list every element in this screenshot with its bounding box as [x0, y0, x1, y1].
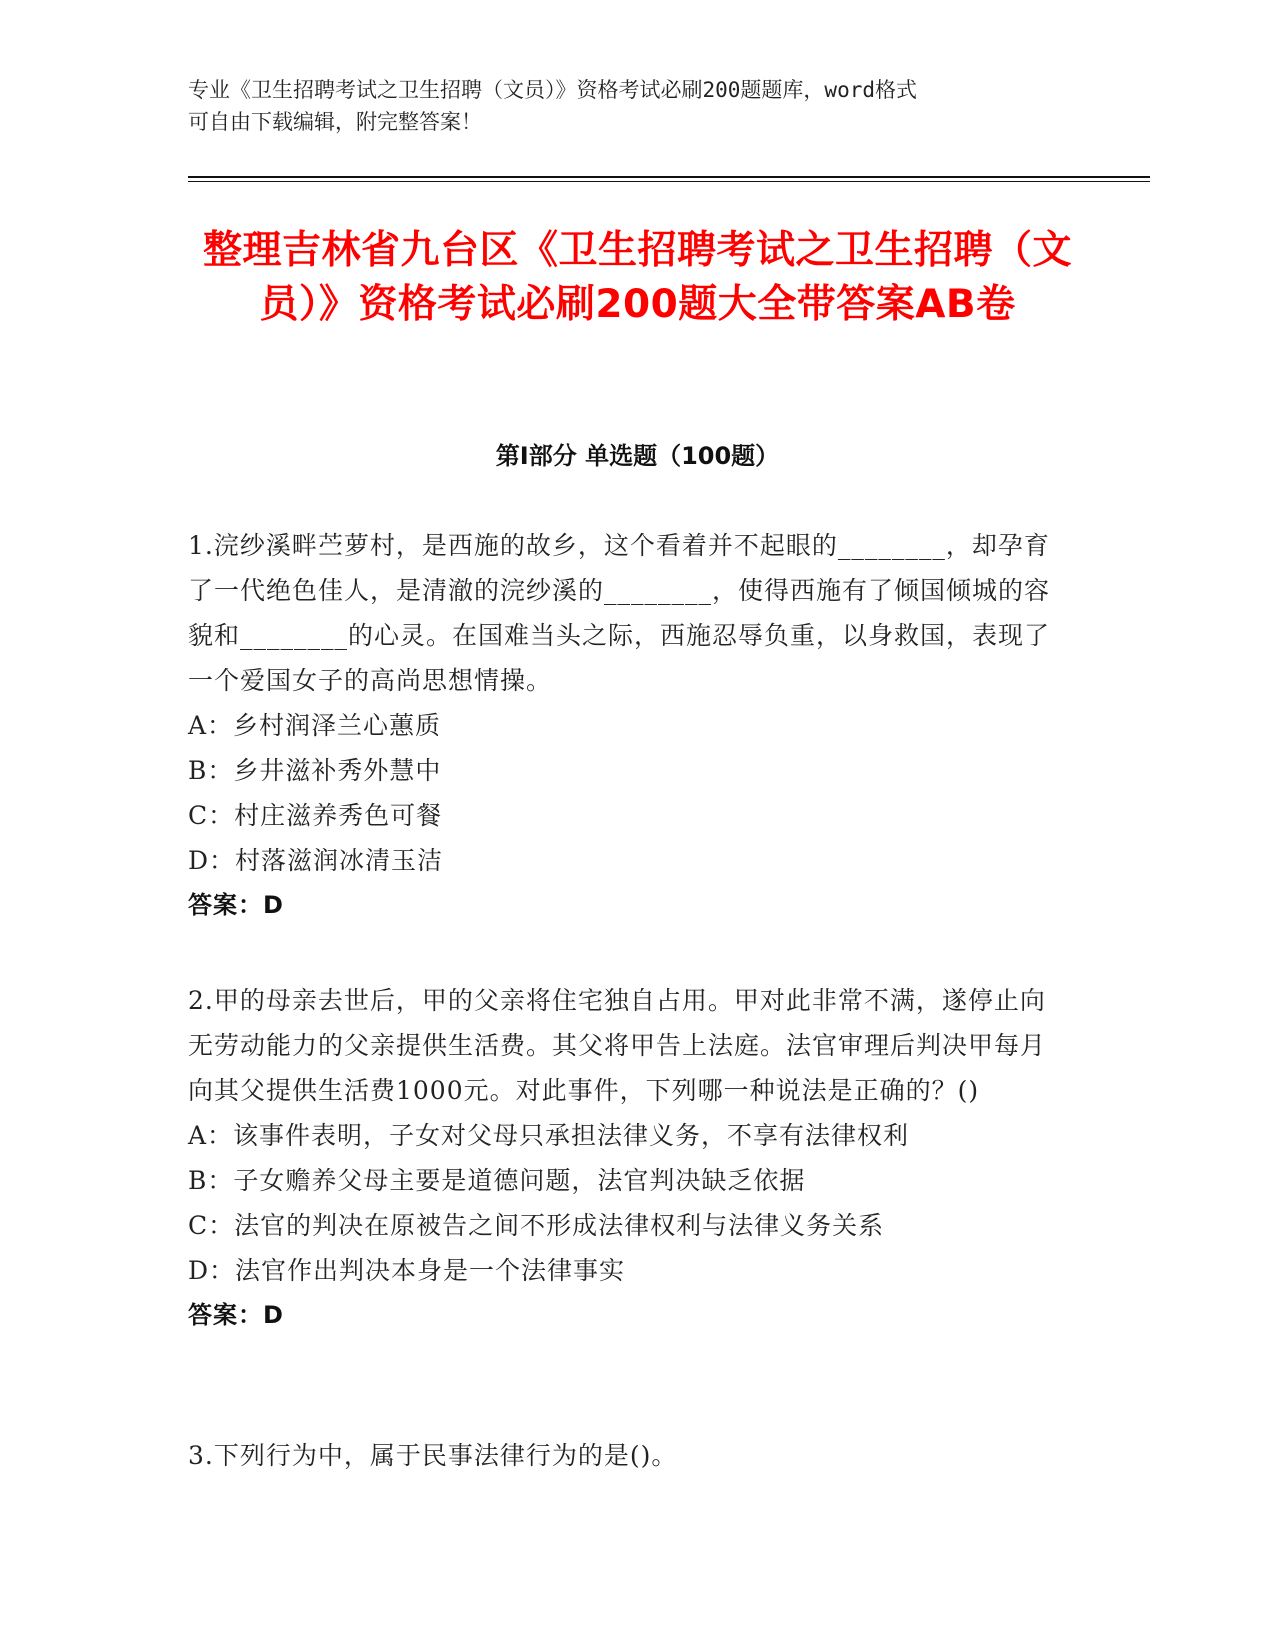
question-1	[188, 523, 1068, 928]
header-divider-thick	[188, 176, 1150, 178]
document-title: 整理吉林省九台区《卫生招聘考试之卫生招聘（文员）》资格考试必刷200题大全带答案AB卷	[202, 228, 1072, 327]
option-d: D：法官作出判决本身是一个法律事实	[188, 1256, 626, 1285]
question-2	[188, 978, 1068, 1338]
question-stem: 3.下列行为中，属于民事法律行为的是()。	[188, 1441, 678, 1470]
option-b: B：子女赡养父母主要是道德问题，法官判决缺乏依据	[188, 1166, 806, 1195]
option-b: B：乡井滋补秀外慧中	[188, 756, 442, 785]
answer-label: 答案：D	[188, 1301, 284, 1329]
header-note: 专业《卫生招聘考试之卫生招聘（文员）》资格考试必刷200题题库，word格式 可自由下载编辑，附完整答案！	[188, 78, 917, 134]
option-d: D：村落滋润冰清玉洁	[188, 846, 444, 875]
option-c: C：法官的判决在原被告之间不形成法律权利与法律义务关系	[188, 1211, 885, 1240]
question-3	[188, 1433, 1068, 1478]
answer-label: 答案：D	[188, 891, 284, 919]
option-a: A：该事件表明，子女对父母只承担法律义务，不享有法律权利	[188, 1121, 910, 1150]
option-c: C：村庄滋养秀色可餐	[188, 801, 443, 830]
question-stem: 2.甲的母亲去世后，甲的父亲将住宅独自占用。甲对此非常不满，遂停止向无劳动能力的父亲提供生活费。其父将甲告上法庭。法官审理后判决甲每月向其父提供生活费1000元。对此事件，下列哪一种说法是正确的？()	[188, 986, 1047, 1105]
option-a: A：乡村润泽兰心蕙质	[188, 711, 442, 740]
section-title: 第I部分 单选题（100题）	[495, 442, 780, 470]
header-divider-thin	[188, 181, 1150, 182]
question-stem: 1.浣纱溪畔苎萝村，是西施的故乡，这个看着并不起眼的________，却孕育了一代绝色佳人，是清澈的浣纱溪的________，使得西施有了倾国倾城的容貌和________的心灵。在国难当头之际，西施忍辱负重，以身救国，表现了一个爱国女子的高尚思想情操。	[188, 531, 1051, 695]
